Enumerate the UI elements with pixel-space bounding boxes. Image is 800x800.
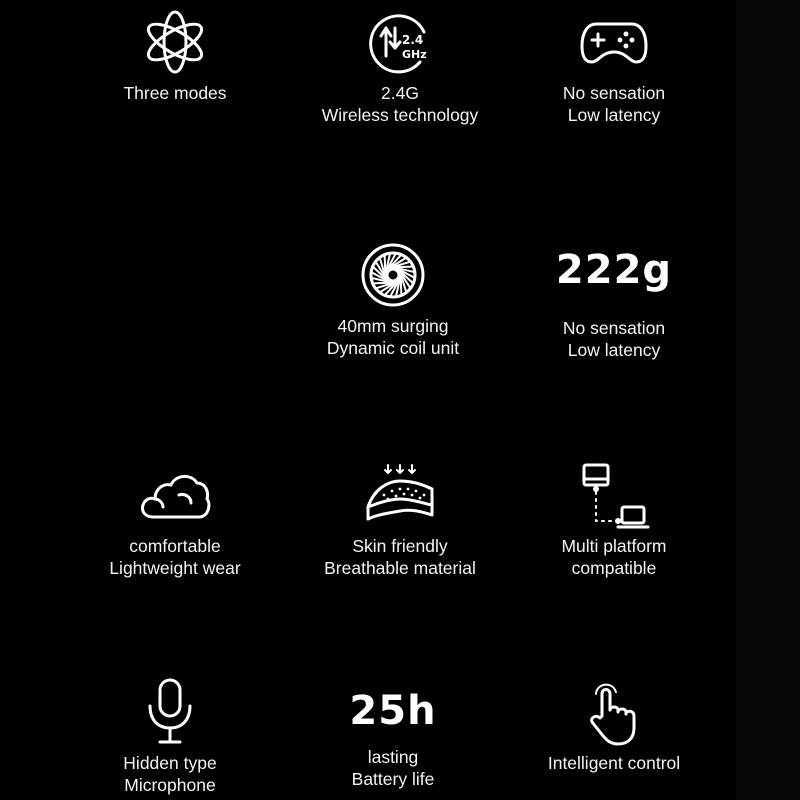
feature-caption bbox=[123, 82, 226, 104]
caption-line-1: lasting bbox=[367, 747, 419, 767]
caption-line-2: compatible bbox=[571, 558, 657, 578]
feature-caption bbox=[352, 746, 435, 790]
caption-line-1: Hidden type bbox=[123, 753, 217, 773]
feature-three-modes bbox=[75, 2, 275, 104]
feature-platform bbox=[514, 455, 714, 579]
feature-microphone bbox=[70, 672, 270, 796]
wireless-2-4ghz-icon bbox=[360, 2, 440, 82]
feature-caption bbox=[324, 535, 476, 579]
feature-caption bbox=[322, 82, 479, 126]
feature-caption bbox=[109, 535, 240, 579]
feature-comfort bbox=[75, 455, 275, 579]
gamepad-icon bbox=[574, 2, 654, 82]
icon-label-top: 2.4 bbox=[402, 33, 424, 47]
icon-label-bottom: GHz bbox=[402, 48, 427, 61]
caption-line-2: Wireless technology bbox=[321, 105, 479, 125]
caption-line-1: No sensation bbox=[562, 83, 666, 103]
feature-caption bbox=[548, 752, 680, 774]
feature-battery bbox=[293, 671, 493, 790]
caption-line-2: Microphone bbox=[124, 775, 216, 795]
caption-line-1: No sensation bbox=[562, 318, 666, 338]
weight-value: 222g bbox=[555, 247, 673, 293]
feature-caption bbox=[563, 317, 665, 361]
speaker-driver-icon bbox=[353, 235, 433, 315]
caption-line-2: Breathable material bbox=[324, 558, 476, 578]
caption-line-2: Lightweight wear bbox=[109, 558, 241, 578]
feature-caption bbox=[327, 315, 459, 359]
feature-control bbox=[514, 672, 714, 774]
cushion-icon bbox=[360, 455, 440, 535]
feature-caption bbox=[563, 82, 665, 126]
microphone-icon bbox=[130, 672, 210, 752]
caption-line-1: Three modes bbox=[123, 83, 227, 103]
caption-line-1: Intelligent control bbox=[547, 753, 681, 773]
right-edge-panel bbox=[736, 0, 800, 800]
feature-wireless bbox=[300, 2, 500, 126]
driver-blade bbox=[401, 277, 402, 294]
caption-line-2: Battery life bbox=[351, 769, 435, 789]
multi-device-icon bbox=[574, 455, 654, 535]
feature-caption bbox=[123, 752, 216, 796]
feature-caption bbox=[561, 535, 666, 579]
battery-value: 25h bbox=[349, 688, 437, 734]
atom-icon bbox=[135, 2, 215, 82]
touch-hand-icon bbox=[574, 672, 654, 752]
caption-line-1: 2.4G bbox=[381, 83, 419, 103]
feature-driver bbox=[293, 235, 493, 359]
caption-line-2: Low latency bbox=[567, 340, 661, 360]
driver-blade bbox=[374, 283, 391, 284]
caption-line-1: Multi platform bbox=[561, 536, 667, 556]
caption-line-1: Skin friendly bbox=[352, 536, 448, 556]
caption-line-2: Low latency bbox=[567, 105, 661, 125]
feature-material bbox=[300, 455, 500, 579]
feature-weight bbox=[514, 230, 714, 361]
feature-latency bbox=[514, 2, 714, 126]
driver-blade bbox=[395, 267, 412, 268]
caption-line-1: 40mm surging bbox=[337, 316, 449, 336]
caption-line-2: Dynamic coil unit bbox=[326, 338, 460, 358]
caption-line-1: comfortable bbox=[129, 536, 221, 556]
driver-blade bbox=[385, 256, 386, 273]
cloud-icon bbox=[135, 455, 215, 535]
